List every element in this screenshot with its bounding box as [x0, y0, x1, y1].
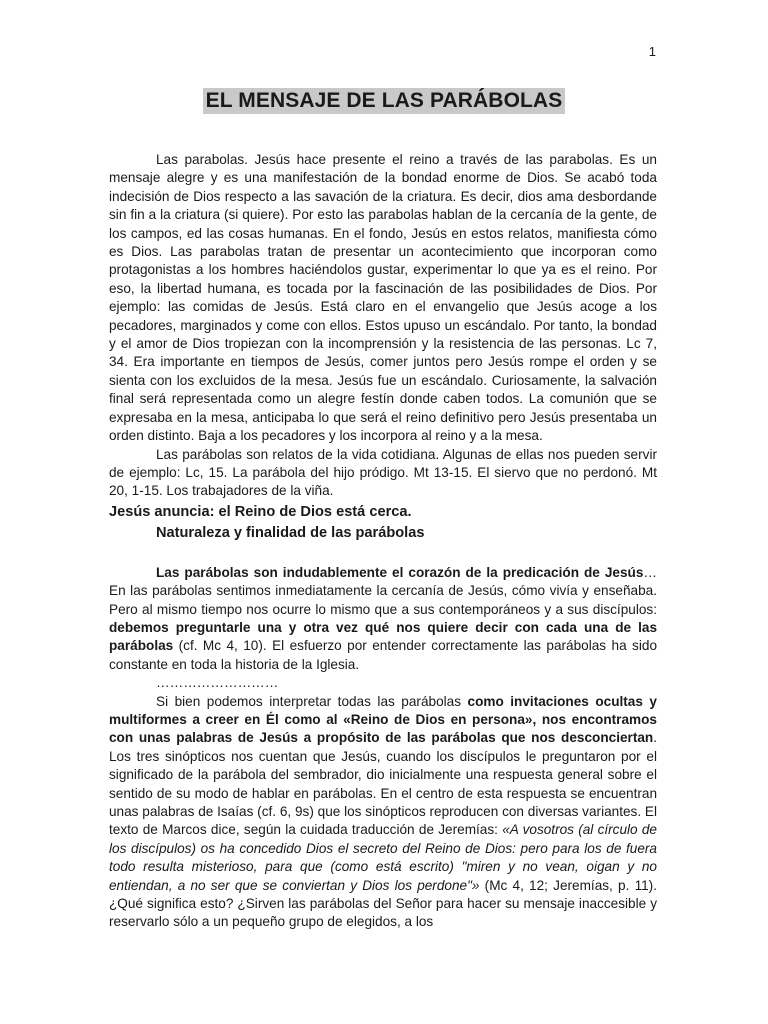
bold-lead: Las parábolas son indudablemente el corazón de la predicación de Jesús [156, 564, 644, 580]
text-span: . Los tres sinópticos nos cuentan que Jesús, cuando los discípulos le preguntaron por el significado de la parábola del sembrador, dio inicialmente una respuesta general sobre el sentido de su modo de hablar en parábolas. En el centro de esta respuesta se encuentran unas palabras de Isaías (cf. 6, 9s) que los sinópticos reproducen con diversas variantes. El texto de Marcos dice, según la cuidada traducción de Jeremías: [109, 730, 657, 838]
text-span: Si bien podemos interpretar todas las parábolas [156, 693, 468, 709]
paragraph-examples: Las parábolas son relatos de la vida cotidiana. Algunas de ellas nos pueden servir de ejemplo: Lc, 15. La parábola del hijo pródigo. Mt 13-15. El siervo que no perdonó. Mt 20, 1-15. Los trabajadores de la viña. [109, 446, 657, 499]
italic-quote: «A vosotros (al círculo de los discípulos) os ha concedido Dios el secreto del Reino de Dios: pero para los de fuera todo resulta misterioso, para que (como está escrito) "miren y no vean, oigan y no entiendan, a no ser que se conviertan y Dios los perdone"» [109, 822, 657, 893]
bold-invitation: como invitaciones ocultas y multiformes a creer en Él como al «Reino de Dios en persona», nos encontramos con unas palabras de Jesús a propósito de las parábolas que nos desconciertan [109, 693, 657, 746]
text-span: (Mc 4, 12; Jeremías, p. 11). ¿Qué significa esto? ¿Sirven las parábolas del Señor para hacer su mensaje inaccesible y reservarlo sólo a un pequeño grupo de elegidos, a los [109, 877, 657, 930]
ellipsis-dots: ……………………… [156, 675, 279, 691]
text-span: (cf. Mc 4, 10). El esfuerzo por entender correctamente las parábolas ha sido constante en toda la historia de la Iglesia. [109, 638, 657, 672]
document-body [109, 151, 657, 932]
paragraph-heart [109, 564, 657, 674]
paragraph-interpretation [109, 693, 657, 932]
bold-question: debemos preguntarle una y otra vez qué nos quiere decir con cada una de las parábolas [109, 619, 657, 654]
title-wrap [0, 88, 768, 114]
paragraph-intro: Las parabolas. Jesús hace presente el reino a través de las parabolas. Es un mensaje alegre y es una manifestación de la bondad enorme de Dios. Se acabó toda indecisión de Dios respecto a las savación de la criatura. Es decir, dios ama desbordande sin fin a la criatura (si quiere). Por esto las parabolas hablan de la cercanía de la gente, de los campos, ed las cosas humanas. En el fondo, Jesús en estos relatos, manifiesta cómo es Dios. Las parabolas tratan de presentar un acontecimiento que incorporan como protagonistas a los hombres haciéndolos gustar, experimentar lo que ya es el reino. Por eso, la libertad humana, es tocada por la fascinación de las posibilidades de Dios. Por ejemplo: las comidas de Jesús. Está claro en el envangelio que Jesús acoge a los pecadores, marginados y come con ellos. Estos upuso un escándalo. Por tanto, la bondad y el amor de Dios tropiezan con la incomprensión y la resistencia de las personas. Lc 7, 34. Era importante en tiempos de Jesús, comer juntos pero Jesús rompe el orden y se sienta con los excluidos de la mesa. Jesús fue un escándalo. Curiosamente, la salvación final será representada como un alegre festín donde caben todos. La comunión que se expresaba en la mesa, anticipaba lo que será el reino definitivo pero Jesús presentaba un orden distinto. Baja a los pecadores y los incorpora al reino y a la mesa. [109, 152, 657, 444]
text-span: … En las parábolas sentimos inmediatamente la cercanía de Jesús, cómo vivía y enseñaba. Pero al mismo tiempo nos ocurre lo mismo que a sus contemporáneos y a sus discípulos: [109, 564, 657, 617]
section-subheading: Naturaleza y finalidad de las parábolas [156, 524, 425, 541]
page-number: 1 [648, 44, 656, 59]
document-title: EL MENSAJE DE LAS PARÁBOLAS [203, 88, 566, 114]
section-heading: Jesús anuncia: el Reino de Dios está cerca. [109, 503, 412, 520]
spacer [109, 543, 657, 564]
